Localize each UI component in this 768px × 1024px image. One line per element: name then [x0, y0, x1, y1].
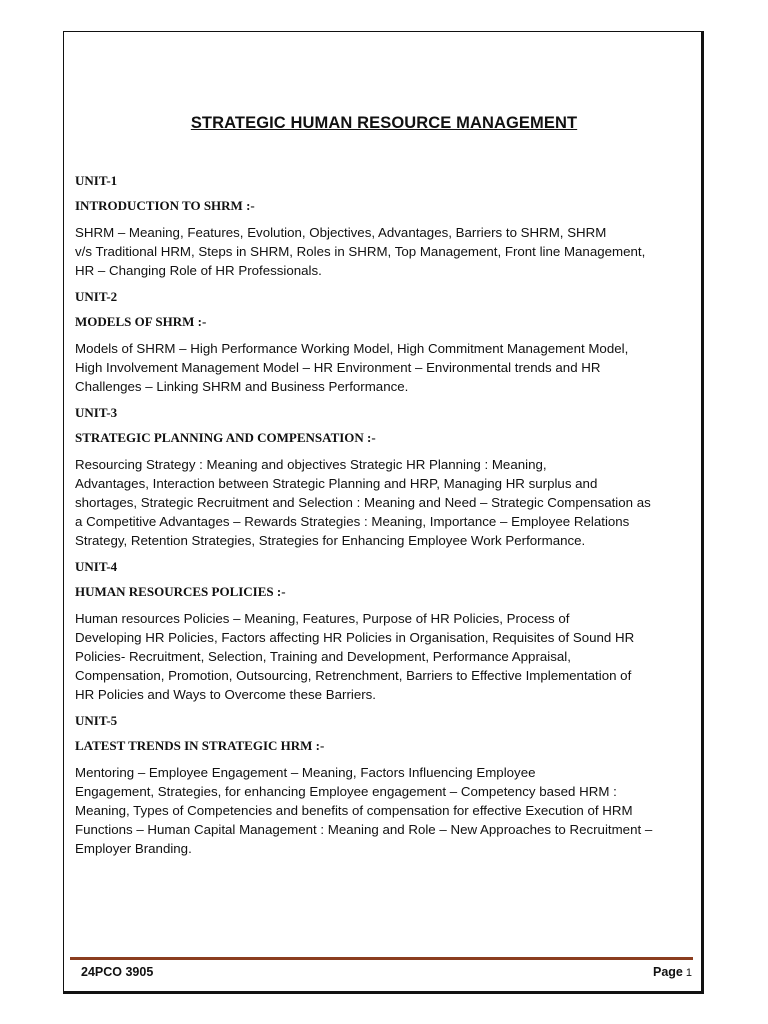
unit-section — [75, 288, 697, 396]
unit-label: UNIT-4 — [75, 559, 118, 574]
section-paragraph: Human resources Policies – Meaning, Features, Purpose of HR Policies, Process of Developing HR Policies, Factors affecting HR Policies in Organisation, Requisites of Sound HR Policies- Recruitment, Selection, Training and Development, Performance Appraisal, Compensation, Promotion, Outsourcing, Retrenchment, Barriers to Effective Implementation of HR Policies and Ways to Overcome these Barriers. — [75, 611, 635, 702]
document-body — [75, 172, 697, 858]
unit-section — [75, 172, 697, 280]
document-title: STRATEGIC HUMAN RESOURCE MANAGEMENT — [190, 114, 578, 132]
section-paragraph: Models of SHRM – High Performance Working Model, High Commitment Management Model, High Involvement Management Model – HR Environment – Environmental trends and HR Challenges – Linking SHRM and Business Performance. — [75, 341, 629, 394]
section-paragraph: Mentoring – Employee Engagement – Meaning, Factors Influencing Employee Engagement, Strategies, for enhancing Employee engagement – Competency based HRM : Meaning, Types of Competencies and benefits of compensation for effective Execution of HRM Functions – Human Capital Management : Meaning and Role – New Approaches to Recruitment – Employer Branding. — [75, 765, 653, 856]
unit-section — [75, 558, 697, 704]
section-heading: HUMAN RESOURCES POLICIES :- — [75, 584, 286, 599]
section-paragraph: SHRM – Meaning, Features, Evolution, Objectives, Advantages, Barriers to SHRM, SHRM v/s Traditional HRM, Steps in SHRM, Roles in SHRM, Top Management, Front line Management, HR – Changing Role of HR Professionals. — [75, 225, 646, 278]
unit-label: UNIT-3 — [75, 405, 118, 420]
section-heading: MODELS OF SHRM :- — [75, 314, 207, 329]
footer-code: 24PCO 3905 — [81, 965, 154, 979]
unit-section — [75, 404, 697, 550]
section-heading: INTRODUCTION TO SHRM :- — [75, 198, 255, 213]
section-heading: STRATEGIC PLANNING AND COMPENSATION :- — [75, 430, 376, 445]
unit-label: UNIT-2 — [75, 289, 118, 304]
unit-section — [75, 712, 697, 858]
page-indicator — [653, 965, 692, 979]
section-heading: LATEST TRENDS IN STRATEGIC HRM :- — [75, 738, 325, 753]
section-paragraph: Resourcing Strategy : Meaning and objectives Strategic HR Planning : Meaning, Advantages, Interaction between Strategic Planning and HRP, Managing HR surplus and shortages, Strategic Recruitment and Selection : Meaning and Need – Strategic Compensation as a Competitive Advantages – Rewards Strategies : Meaning, Importance – Employee Relations Strategy, Retention Strategies, Strategies for Enhancing Employee Work Performance. — [75, 457, 651, 548]
unit-label: UNIT-1 — [75, 173, 118, 188]
page-number: 1 — [685, 967, 692, 979]
footer-rule — [70, 957, 693, 960]
page-label: Page — [652, 965, 683, 979]
unit-label: UNIT-5 — [75, 713, 118, 728]
